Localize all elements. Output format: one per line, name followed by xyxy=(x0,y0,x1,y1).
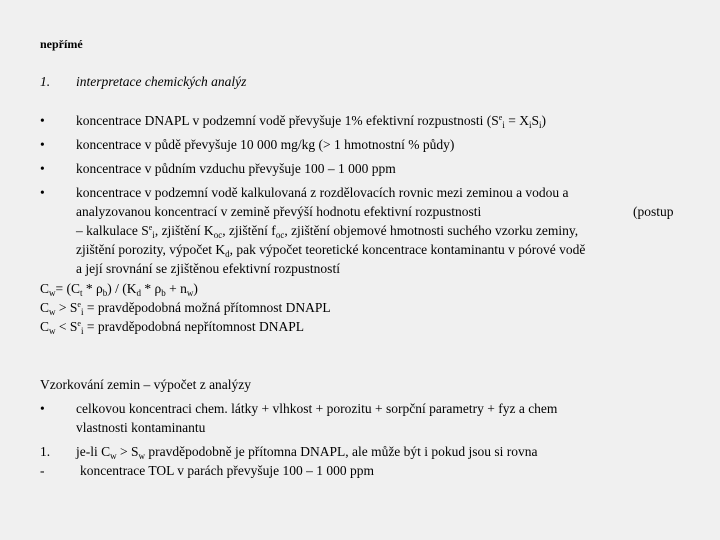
bullet-item-1: koncentrace DNAPL v podzemní vodě převyšuje 1% efektivní rozpustnosti $(S^e_i = X_iS_i)$ xyxy=(76,113,547,130)
bullet-item-4-line3: – kalkulace $S^e_i$, zjištění $K_{oc}$, zjištění $f_{oc}$, zjištění objemové hmotnosti suchého vzorku zeminy, xyxy=(76,223,579,240)
section2-title: Vzorkování zemin – výpočet z analýzy xyxy=(40,377,252,392)
formula-cw: $C_w= (C_t * \rho_b) / (K_d * \rho_b + n_w)$ xyxy=(40,281,198,298)
page-heading: nepřímé xyxy=(40,37,83,51)
section2-item1-number: 1. xyxy=(40,444,51,459)
bullet-item-4-line1: koncentrace v podzemní vodě kalkulovaná z rozdělovacích rovnic mezi zeminou a vodou a xyxy=(76,185,569,200)
bullet-symbol: • xyxy=(40,401,45,416)
formula-absent: $C_w < S^e_i$ = pravděpodobná nepřítomnost DNAPL xyxy=(40,319,305,336)
bullet-item-4-line2a: analyzovanou koncentrací v zemině převýší hodnotu efektivní rozpustnosti xyxy=(76,204,482,219)
bullet-item-2: koncentrace v půdě převyšuje 10 000 mg/kg (> 1 hmotnostní % půdy) xyxy=(76,137,455,152)
formula-present: $C_w > S^e_i$ = pravděpodobná možná přítomnost DNAPL xyxy=(40,300,331,317)
section2-item1: je-li $C_w > S_w$ pravděpodobně je přítomna DNAPL, ale může být i pokud jsou si rovna xyxy=(76,444,538,461)
bullet-symbol: • xyxy=(40,137,45,152)
bullet-item-4-line2b: (postup xyxy=(633,204,674,219)
bullet-item-4-line4: zjištění porozity, výpočet $K_d$, pak výpočet teoretické koncentrace kontaminantu v pórové vodě xyxy=(76,242,586,259)
section2-bullet-line2: vlastnosti kontaminantu xyxy=(76,420,206,435)
bullet-symbol: • xyxy=(40,113,45,128)
section2-dash-text: koncentrace TOL v parách převyšuje 100 – 1 000 ppm xyxy=(80,463,375,478)
section1-title: interpretace chemických analýz xyxy=(76,74,247,89)
section2-dash: - xyxy=(40,463,45,478)
bullet-symbol: • xyxy=(40,161,45,176)
section1-number: 1. xyxy=(40,74,51,89)
bullet-item-3: koncentrace v půdním vzduchu převyšuje 100 – 1 000 ppm xyxy=(76,161,396,176)
bullet-symbol: • xyxy=(40,185,45,200)
section2-bullet-line1: celkovou koncentraci chem. látky + vlhkost + porozitu + sorpční parametry + fyz a chem xyxy=(76,401,558,416)
bullet-item-4-line5: a její srovnání se zjištěnou efektivní rozpustností xyxy=(76,261,340,276)
